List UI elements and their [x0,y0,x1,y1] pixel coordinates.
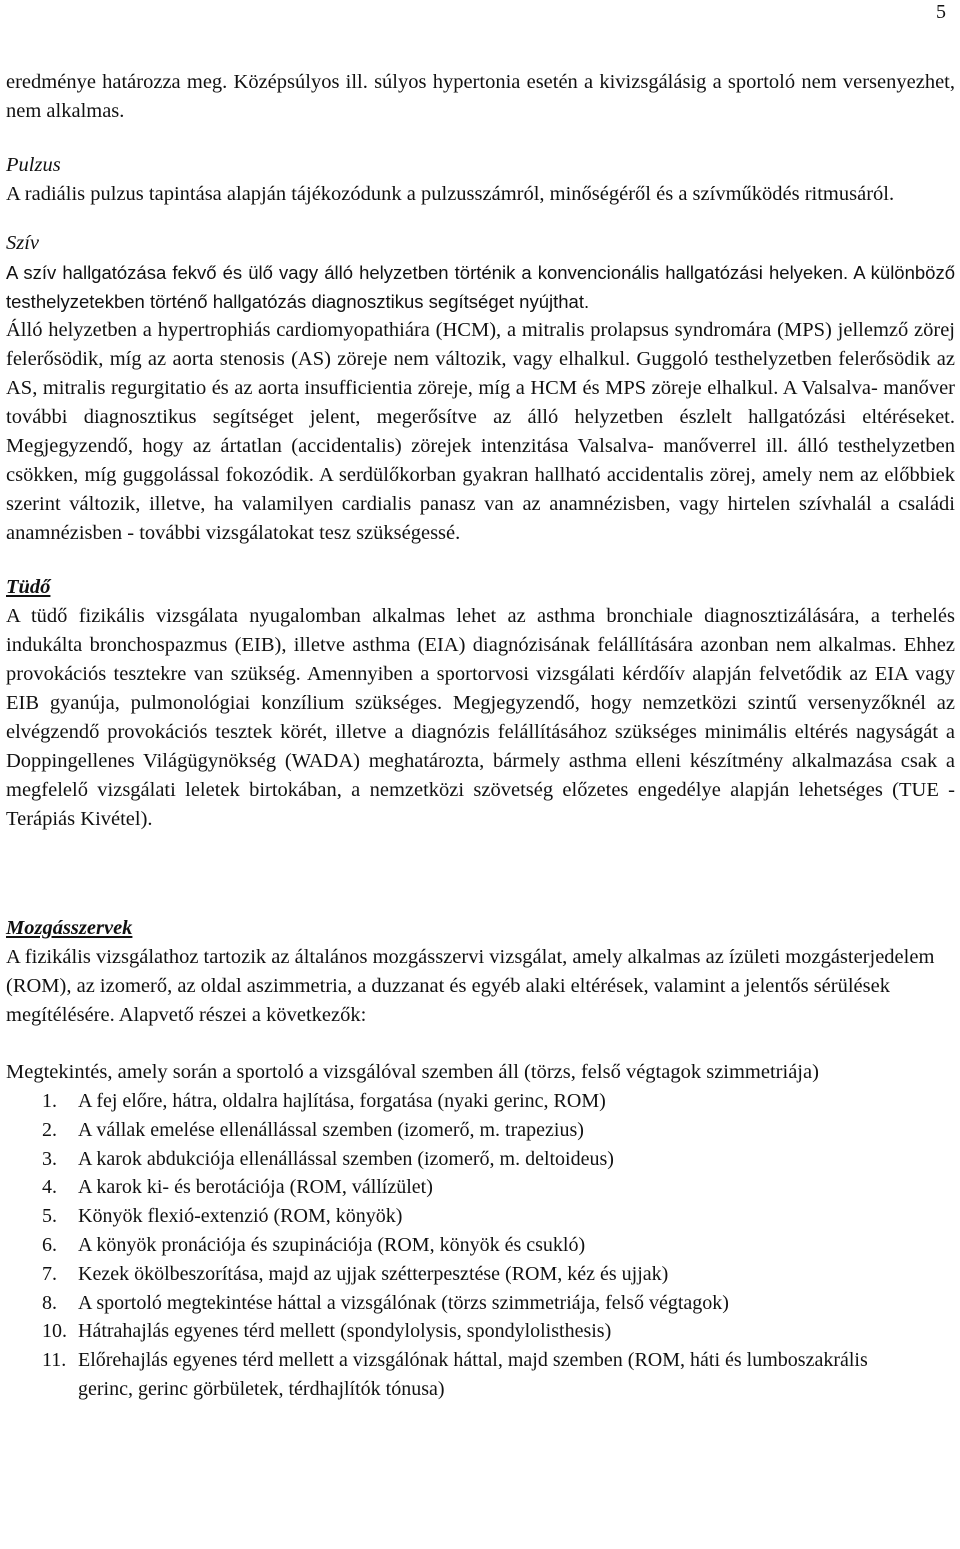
list-item [6,1289,955,1318]
list-item-text: A sportoló megtekintése háttal a vizsgálónak (törzs szimmetriája, felső végtagok) [78,1291,729,1314]
list-item [6,1173,955,1202]
list-item-number: 8. [42,1291,57,1314]
page-number: 5 [936,1,946,23]
sziv-paragraph-sans: A szív hallgatózása fekvő és ülő vagy álló helyzetben történik a konvencionális hallgatózási helyeken. A különböző testhelyzetekben történő hallgatózás diagnosztikus segítséget nyújthat. [6,262,955,312]
list-item-number: 2. [42,1118,57,1141]
list-item-text: A karok ki- és berotációja (ROM, vállízület) [78,1176,433,1199]
list-item-text: A karok abdukciója ellenállással szemben (izomerő, m. deltoideus) [78,1147,614,1170]
list-item-number: 4. [42,1176,57,1199]
list-item-number: 6. [42,1233,57,1256]
megtekintes-paragraph: Megtekintés, amely során a sportoló a vizsgálóval szemben áll (törzs, felső végtagok szimmetriája) [6,1061,819,1083]
list-item-text: Kezek ökölbeszorítása, majd az ujjak szétterpesztése (ROM, kéz és ujjak) [78,1262,669,1285]
mozgasszervek-paragraph: A fizikális vizsgálathoz tartozik az általános mozgásszervi vizsgálat, amely alkalmas az ízületi mozgásterjedelem (ROM), az izomerő, az oldal aszimmetria, a duzzanat és egyéb alaki eltérések, valamint a jelentős sérülések megítélésére. Alapvető részei a következők: [6,946,935,1026]
list-item-text: A könyök pronációja és szupinációja (ROM, könyök és csukló) [78,1233,586,1256]
list-item [6,1116,955,1145]
section-heading-pulzus: Pulzus [6,154,61,176]
list-item-text: Könyök flexió-extenzió (ROM, könyök) [78,1205,403,1228]
list-item [6,1202,955,1231]
tudo-paragraph: A tüdő fizikális vizsgálata nyugalomban alkalmas lehet az asthma bronchiale diagnosztizálására, a terhelés indukálta bronchospazmus (EIB), illetve asthma (EIA) diagnózisának felállítására azonban nem alkalmas. Ehhez provokációs tesztekre van szükség. Amennyiben a sportorvosi vizsgálati kérdőív alapján felvetődik az EIA vagy EIB gyanúja, pulmonológiai konzílium szükséges. Megjegyzendő, hogy nemzetközi szintű versenyzőknél az elvégzendő provokációs tesztek körét, illetve a diagnózis felállításához szükséges minimális eltérés nagyságát a Doppingellenes Világügynökség (WADA) meghatározta, bármely asthma elleni készítmény alkalmazása csak a megfelelő vizsgálati leletek birtokában, a nemzetközi szövetség előzetes engedélye alapján lehetséges (TUE - Terápiás Kivétel). [6,605,955,830]
intro-paragraph: eredménye határozza meg. Középsúlyos ill. súlyos hypertonia esetén a kivizsgálásig a sportoló nem versenyezhet, nem alkalmas. [6,71,955,122]
sziv-paragraph: Álló helyzetben a hypertrophiás cardiomyopathiára (HCM), a mitralis prolapsus syndromára (MPS) jellemző zörej felerősödik, míg az aorta stenosis (AS) zöreje nem változik, vagy elhalkul. Guggoló testhelyzetben felerősödik az AS, mitralis regurgitatio és az aorta insufficientia zöreje, míg a HCM és MPS zöreje elhalkul. A Valsalva- manőver további diagnosztikus segítséget jelent, megerősítve az álló helyzetben észlelt hallgatózási eltéréseket. Megjegyzendő, hogy az ártatlan (accidentalis) zörejek intenzitása Valsalva- manőverrel ill. álló testhelyzetben csökken, míg guggolással fokozódik. A serdülőkorban gyakran hallható accidentalis zörej, amely nem az előbbiek szerint változik, illetve, ha valamilyen cardialis panasz van az anamnézisben, vagy hirtelen szívhalál a családi anamnézisben - további vizsgálatokat tesz szükségessé. [6,319,955,544]
list-item [6,1087,955,1116]
list-item-text: A fej előre, hátra, oldalra hajlítása, forgatása (nyaki gerinc, ROM) [78,1090,606,1112]
pulzus-paragraph: A radiális pulzus tapintása alapján tájékozódunk a pulzusszámról, minőségéről és a szívműködés ritmusáról. [6,183,895,205]
list-item [6,1317,955,1346]
section-heading-tudo: Tüdő [6,576,51,598]
list-item [6,1346,955,1404]
document-body [6,68,955,1404]
exam-steps-list [6,1087,955,1404]
list-item-text: Hátrahajlás egyenes térd mellett (spondylolysis, spondylolisthesis) [78,1320,612,1343]
section-heading-sziv: Szív [6,232,40,254]
list-item-number: 5. [42,1205,57,1228]
list-item-number: 7. [42,1262,57,1285]
list-item-number: 1. [42,1090,57,1112]
list-item [6,1260,955,1289]
list-item-number: 3. [42,1147,57,1170]
list-item [6,1145,955,1174]
list-item-number: 11. [42,1349,67,1372]
section-heading-mozgasszervek: Mozgásszervek [6,917,133,939]
list-item [6,1231,955,1260]
list-item-text: A vállak emelése ellenállással szemben (izomerő, m. trapezius) [78,1118,584,1141]
list-item-text: Előrehajlás egyenes térd mellett a vizsgálónak háttal, majd szemben (ROM, háti és lumboszakrális gerinc, gerinc görbületek, térdhajlítók tónusa) [78,1349,868,1400]
list-item-number: 10. [42,1320,67,1343]
